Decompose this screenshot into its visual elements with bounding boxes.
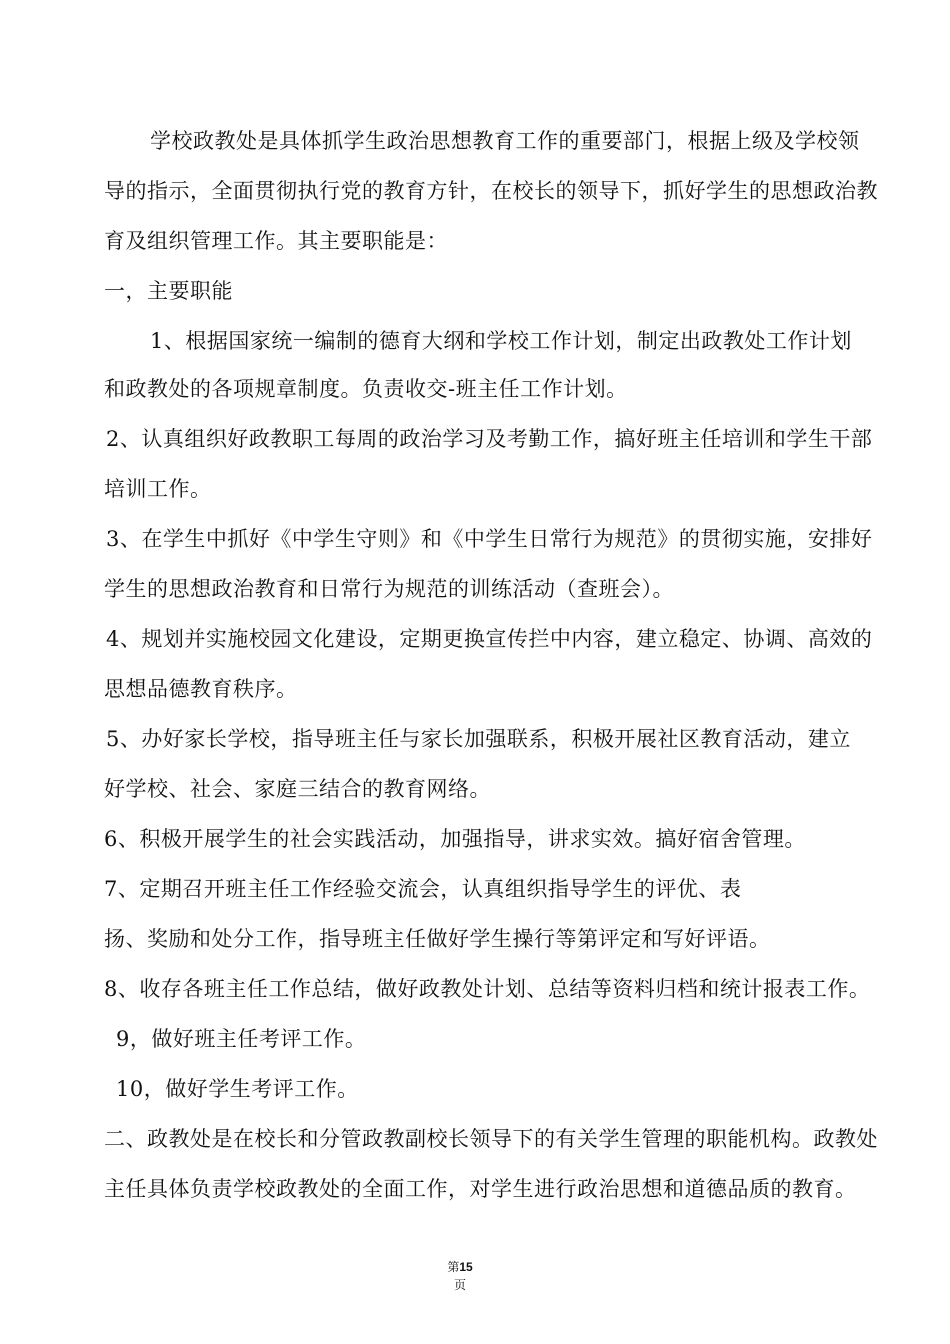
page-footer bbox=[440, 1258, 480, 1294]
intro-line-3: 育及组织管理工作。其主要职能是： bbox=[104, 229, 448, 253]
section-1-heading: 一，主要职能 bbox=[104, 279, 233, 303]
page-number: 15 bbox=[459, 1260, 473, 1274]
page-prefix: 第 bbox=[447, 1260, 460, 1274]
item-2-line-2: 培训工作。 bbox=[104, 477, 212, 501]
item-9: 9，做好班主任考评工作。 bbox=[116, 1027, 367, 1051]
item-6: 6、积极开展学生的社会实践活动，加强指导，讲求实效。搞好宿舍管理。 bbox=[104, 827, 806, 851]
page-suffix: 页 bbox=[453, 1278, 466, 1292]
item-1-line-1: 1、根据国家统一编制的德育大纲和学校工作计划，制定出政教处工作计划 bbox=[150, 329, 852, 353]
item-5-line-1: 5、办好家长学校，指导班主任与家长加强联系，积极开展社区教育活动，建立 bbox=[106, 727, 851, 751]
item-5-line-2: 好学校、社会、家庭三结合的教育网络。 bbox=[104, 777, 491, 801]
item-4-line-2: 思想品德教育秩序。 bbox=[104, 677, 298, 701]
item-4-line-1: 4、规划并实施校园文化建设，定期更换宣传拦中内容，建立稳定、协调、高效的 bbox=[106, 627, 873, 651]
item-8: 8、收存各班主任工作总结，做好政教处计划、总结等资料归档和统计报表工作。 bbox=[104, 977, 871, 1001]
item-3-line-1: 3、在学生中抓好《中学生守则》和《中学生日常行为规范》的贯彻实施，安排好 bbox=[106, 527, 873, 551]
item-7-line-1: 7、定期召开班主任工作经验交流会，认真组织指导学生的评优、表 bbox=[104, 877, 742, 901]
item-3-line-2: 学生的思想政治教育和日常行为规范的训练活动（查班会）。 bbox=[104, 577, 674, 601]
item-2-line-1: 2、认真组织好政教职工每周的政治学习及考勤工作，搞好班主任培训和学生干部 bbox=[106, 427, 873, 451]
item-10: 10，做好学生考评工作。 bbox=[116, 1077, 359, 1101]
section-2-line-1: 二、政教处是在校长和分管政教副校长领导下的有关学生管理的职能机构。政教处 bbox=[104, 1127, 878, 1151]
item-7-line-2: 扬、奖励和处分工作，指导班主任做好学生操行等第评定和写好评语。 bbox=[104, 927, 771, 951]
page-number-line bbox=[440, 1258, 480, 1276]
item-1-line-2: 和政教处的各项规章制度。负责收交-班主任工作计划。 bbox=[104, 377, 628, 401]
intro-line-2: 导的指示，全面贯彻执行党的教育方针，在校长的领导下，抓好学生的思想政治教 bbox=[104, 179, 878, 203]
section-2-line-2: 主任具体负责学校政教处的全面工作，对学生进行政治思想和道德品质的教育。 bbox=[104, 1177, 857, 1201]
intro-line-1: 学校政教处是具体抓学生政治思想教育工作的重要部门，根据上级及学校领 bbox=[150, 129, 860, 153]
